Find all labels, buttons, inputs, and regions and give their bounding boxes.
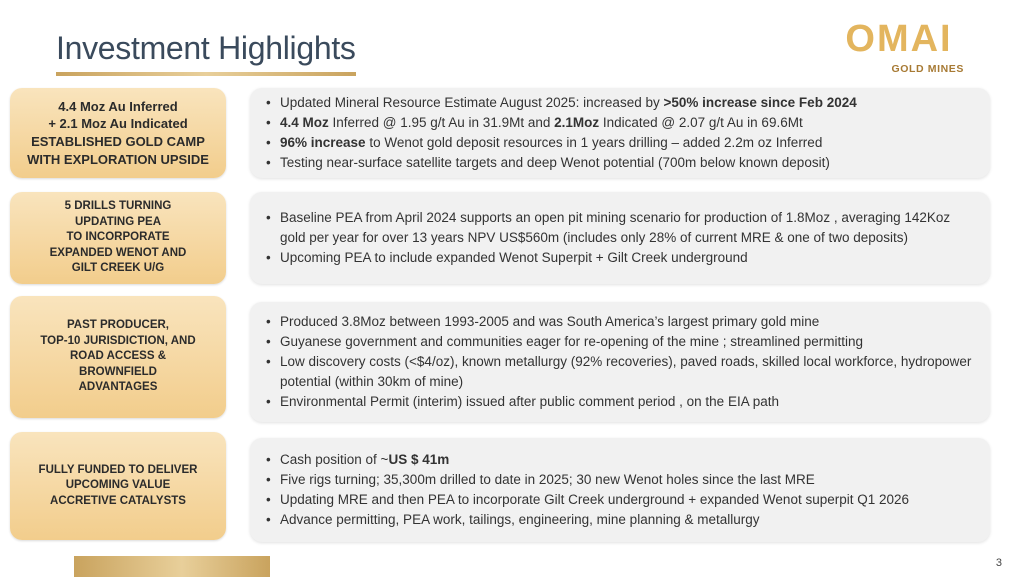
bullet-item: • Produced 3.8Moz between 1993-2005 and was South America’s largest primary gold mine (266, 312, 972, 332)
bullet-item: • 4.4 Moz Inferred @ 1.95 g/t Au in 31.9Mt and 2.1Moz Indicated @ 2.07 g/t Au in 69.6Mt (266, 113, 972, 133)
highlight-label-3 (10, 296, 226, 418)
highlight-details-4 (250, 438, 990, 542)
highlight-label-4 (10, 432, 226, 540)
bullet-item: • Updating MRE and then PEA to incorporate Gilt Creek underground + expanded Wenot superpit Q1 2026 (266, 490, 972, 510)
logo-wordmark: OMAI (845, 18, 953, 60)
bullet-item: • Low discovery costs (<$4/oz), known metallurgy (92% recoveries), paved roads, skilled local workforce, hydropower potential (within 30km of mine) (266, 352, 972, 392)
bullet-item: • Updated Mineral Resource Estimate August 2025: increased by >50% increase since Feb 2024 (266, 93, 972, 113)
bullet-item: • Testing near-surface satellite targets and deep Wenot potential (700m below known deposit) (266, 153, 972, 173)
bullet-item: • Five rigs turning; 35,300m drilled to date in 2025; 30 new Wenot holes since the last MRE (266, 470, 972, 490)
highlight-label-2 (10, 192, 226, 284)
bullet-item: • Cash position of ~US $ 41m (266, 450, 972, 470)
bullet-item: • Upcoming PEA to include expanded Wenot Superpit + Gilt Creek underground (266, 248, 972, 268)
highlight-details-1 (250, 88, 990, 178)
bullet-item: • Baseline PEA from April 2024 supports an open pit mining scenario for production of 1.8Moz , averaging 142Koz gold per year for over 13 years NPV US$560m (includes only 28% of current MRE & one of two deposits) (266, 208, 972, 248)
title-underline (56, 72, 356, 76)
highlight-label-text: 5 DRILLS TURNING UPDATING PEA TO INCORPORATE EXPANDED WENOT AND GILT CREEK U/G (49, 200, 187, 275)
bullet-item: • 96% increase to Wenot gold deposit resources in 1 years drilling – added 2.2m oz Inferred (266, 133, 972, 153)
highlight-label-text: FULLY FUNDED TO DELIVER UPCOMING VALUE ACCRETIVE CATALYSTS (38, 463, 198, 507)
bullet-item: • Environmental Permit (interim) issued after public comment period , on the EIA path (266, 392, 972, 412)
page-title: Investment Highlights (56, 30, 356, 66)
logo-subtitle: GOLD MINES (891, 63, 964, 75)
highlight-label-text: PAST PRODUCER, TOP-10 JURISDICTION, AND ROAD ACCESS & BROWNFIELD ADVANTAGES (40, 319, 196, 394)
highlight-label-1 (10, 88, 226, 178)
highlight-details-2 (250, 192, 990, 284)
company-logo (834, 18, 964, 78)
highlight-details-3 (250, 302, 990, 422)
page-number: 3 (995, 557, 1002, 569)
bullet-item: • Guyanese government and communities eager for re-opening of the mine ; streamlined permitting (266, 332, 972, 352)
highlight-label-text: 4.4 Moz Au Inferred + 2.1 Moz Au Indicated ESTABLISHED GOLD CAMP WITH EXPLORATION UPSIDE (27, 98, 209, 167)
footer-accent-bar (74, 556, 270, 577)
bullet-item: • Advance permitting, PEA work, tailings, engineering, mine planning & metallurgy (266, 510, 972, 530)
